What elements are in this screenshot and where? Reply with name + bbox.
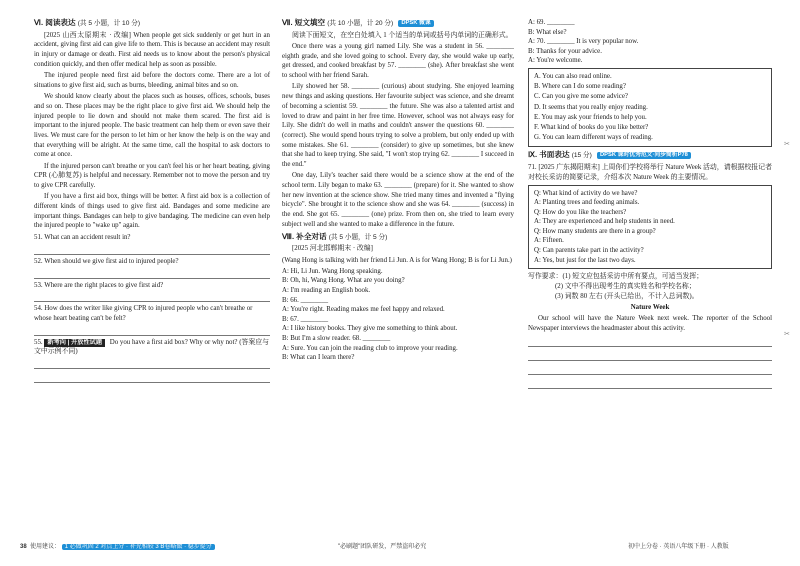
usage-steps: 1 必做巩固 2 对点上分 · 补充相较 3 B卷略做 · 稳步提分 — [62, 544, 215, 550]
reading-para-4: If the injured person can't breathe or you can't feel his or her heart beating, giving CPR (心肺复苏) is helpful and necessary. Remember not to move the person and try to give CPR carefully. — [34, 162, 270, 190]
left-column — [34, 18, 270, 385]
interview-line: Q: How do you like the teachers? — [534, 208, 627, 216]
option-b: B. Where can I do some reading? — [534, 83, 626, 91]
interview-line: Q: Can parents take part in the activity? — [534, 247, 644, 255]
section-9-heading: Ⅸ. 书面表达 (15 分) DPSK 课时优秀范文·同步简析P78 — [528, 150, 772, 161]
interview-line: A: Planting trees and feeding animals. — [534, 199, 640, 207]
dialog-lines — [282, 267, 514, 363]
interview-line: A: Fifteen. — [534, 237, 564, 245]
dialog-line: B: But I'm a slow reader. 68. ________ — [282, 335, 391, 342]
section-7-heading: Ⅶ. 短文填空 (共 10 小题，计 20 分) DPSK 微课 — [282, 18, 514, 29]
cloze-instruction: 阅读下面短文，在空白处填入 1 个适当的单词或括号内单词的正确形式。 — [292, 31, 513, 39]
option-f: F. What kind of books do you like better? — [534, 123, 649, 131]
interview-box — [528, 185, 772, 270]
essay-line[interactable] — [528, 363, 772, 375]
reading-para-3: We should know clearly about the places such as houses, offices, schools, buses and so on. These places may be the right place to give first aid. We should help the injured people to lie down and should not make them scared. The first aid is important to the injured people. The basic treatment can help them or even save their lives. We must care for the person to let him or her know the help is on the way and that everything will be alright. At the same time, call the hospital to ask doctors to come at once. — [34, 93, 270, 159]
footer-left: 38 使用建议： 1 必做巩固 2 对点上分 · 补充相较 3 B卷略做 · 稳步提分 — [20, 541, 215, 550]
section-8-heading: Ⅷ. 补全对话 (共 5 小题，计 5 分) — [282, 231, 388, 241]
question-52: 52. When should we give first aid to injured people? — [34, 257, 179, 265]
option-a: A. You can also read online. — [534, 72, 612, 80]
dialog-line: B: 67. ________ — [282, 315, 329, 323]
interview-line: A: They are experienced and help students in need. — [534, 218, 675, 226]
question-51: 51. What can an accident result in? — [34, 234, 131, 242]
answer-line-53[interactable] — [34, 290, 270, 302]
side-marker-icon: ✂ — [784, 140, 790, 148]
answer-line-51[interactable] — [34, 243, 270, 255]
answer-line-55b[interactable] — [34, 371, 270, 383]
options-box — [528, 68, 772, 147]
dialog-line: A: Sure. You can join the reading club to improve your reading. — [282, 344, 458, 352]
dialog-line: A: You're right. Reading makes me feel happy and relaxed. — [282, 306, 445, 314]
cloze-para-1: Once there was a young girl named Lily. She was a student in 56. ________ eighth grade, and she loved going to school. Every day, she would wake up early, get dressed, and cooked breakfast by 57. ________ (she). After breakfast she went to school with her friend Sarah. — [282, 43, 514, 80]
dialog-line: A: I like history books. They give me something to think about. — [282, 325, 458, 333]
dialog-line: A: I'm reading an English book. — [282, 287, 371, 295]
writing-prompt: 71. [2025 广东揭阳期末] 上周你们学校将举行 Nature Week 活动，请根据校报记者对校长采访的简要记录，介绍本次 Nature Week 的主要情况。 — [528, 164, 772, 181]
essay-line[interactable] — [528, 377, 772, 389]
microlesson-badge[interactable]: DPSK 微课 — [398, 20, 433, 27]
essay-opening: Our school will have the Nature Week next week. The reporter of the School Newspaper interviews the headmaster about this activity. — [528, 315, 772, 332]
option-e: E. You may ask your friends to help you. — [534, 113, 647, 121]
new-direction-tag: 新考向 | 开放性试题 — [44, 339, 105, 347]
middle-column — [282, 18, 514, 363]
option-d: D. It seems that you really enjoy reading. — [534, 103, 648, 111]
dialog-continued — [528, 18, 772, 66]
dialog-line: B: What can I learn there? — [282, 354, 355, 362]
dialog-line: A: You're welcome. — [528, 57, 583, 65]
model-essay-badge[interactable]: DPSK 课时优秀范文·同步简析P78 — [597, 152, 691, 159]
side-marker-icon: ✂ — [784, 330, 790, 338]
right-column — [528, 18, 772, 391]
dialog-line: A: Hi, Li Jun. Wang Hong speaking. — [282, 267, 383, 275]
essay-line[interactable] — [528, 335, 772, 347]
cloze-para-2: Lily showed her 58. ________ (curious) about studying. She enjoyed learning new things and asking questions. Her favourite subject was science, and she dreamt of becoming a scientist 59. ________ the future. She was also a talented artist and loved to draw and paint in her free time. However, school was not always easy for Lily. She didn't do well in maths and couldn't answer the questions 60. ________ (correct). She would spend hours trying to solve a problem, but only ended up with some mistakes. She 61. ________ (consider) to give up sometimes, but she knew that she had to keep trying. She said, "I won't stop trying 62. ________ I succeed in the end." — [282, 83, 514, 169]
essay-title: Nature Week — [630, 304, 670, 312]
dialog-line: B: What else? — [528, 28, 567, 36]
interview-line: A: Yes, but just for the last two days. — [534, 256, 636, 264]
option-g: G. You can learn different ways of reading. — [534, 134, 653, 142]
footer-right: 初中上分卷 · 英语八年级下册 · 人教版 — [628, 544, 729, 550]
essay-line[interactable] — [528, 349, 772, 361]
dialog-line: A: 70. ________ It is very popular now. — [528, 38, 639, 46]
question-53: 53. Where are the right places to give first aid? — [34, 281, 164, 289]
answer-line-55a[interactable] — [34, 357, 270, 369]
cloze-para-3: One day, Lily's teacher said there would be a science show at the end of the school term. Lily began to make 63. ________ (prepare) for it. She wanted to show her new invention at the science show. She tried many times and invented a "flying bicycle". She brought it to the science show and she was 64. ________ (success) in the end. She got 65. ________ (one) prize. From then on, she tried to learn every subject well and she wanted to make a difference in the future. — [282, 172, 514, 228]
page-number: 38 — [20, 544, 27, 550]
dialog-line: B: 66. ________ — [282, 296, 329, 304]
interview-line: Q: How many students are there in a group? — [534, 227, 656, 235]
question-54: 54. How does the writer like giving CPR to injured people who can't breathe or whose heart beating can't be felt? — [34, 305, 253, 322]
dialog-line: B: Oh, hi, Wang Hong. What are you doing? — [282, 277, 405, 285]
footer-center: "必刷题"团队研发，严禁盗印必究 — [338, 544, 427, 550]
writing-requirements: 写作要求：(1) 短文应包括采访中所有要点，可适当发挥； (2) 文中不得出现考生的真实姓名和学校名称； (3) 词数 80 左右 (开头已给出，不计入总词数)。 — [528, 273, 704, 300]
answer-line-54[interactable] — [34, 324, 270, 336]
option-c: C. Can you give me some advice? — [534, 93, 628, 101]
answer-line-52[interactable] — [34, 267, 270, 279]
reading-para-5: If you have a first aid box, things will be better. A first aid box is a collection of different kinds of things used to give first aid. Bandages and some medicine are important things. Bandages can help to give bandaging. The medicine can even help the injured people to "wake up" again. — [34, 193, 270, 230]
interview-line: Q: What kind of activity do we have? — [534, 189, 638, 197]
dialog-context: (Wang Hong is talking with her friend Li Jun. A is for Wang Hong; B is for Li Jun.) — [282, 256, 512, 264]
reading-para-1: [2025 山西太原期末 · 改编] When people get sick suddenly or get hurt in an accident, giving first aid can give life to them. This is because an accident may result in injury or damage or death. First aid needs us to know about the person's physical condition quickly, and then offer medical help as soon as possible. — [34, 31, 270, 68]
dialog-line: A: 69. ________ — [528, 19, 575, 26]
question-55: 55. 新考向 | 开放性试题 Do you have a first aid box? Why or why not? (答案应与文中示例不同) — [34, 338, 270, 356]
dialog-line: B: Thanks for your advice. — [528, 47, 602, 55]
dialog-source: [2025 河北邯郸期末 · 改编] — [292, 245, 373, 253]
reading-para-2: The injured people need first aid before the doctors come. There are a lot of situations to give first aid, such as burns, bleeding, animal bites and so on. — [34, 72, 270, 89]
section-6-heading: Ⅵ. 阅读表达 (共 5 小题，计 10 分) — [34, 18, 141, 27]
